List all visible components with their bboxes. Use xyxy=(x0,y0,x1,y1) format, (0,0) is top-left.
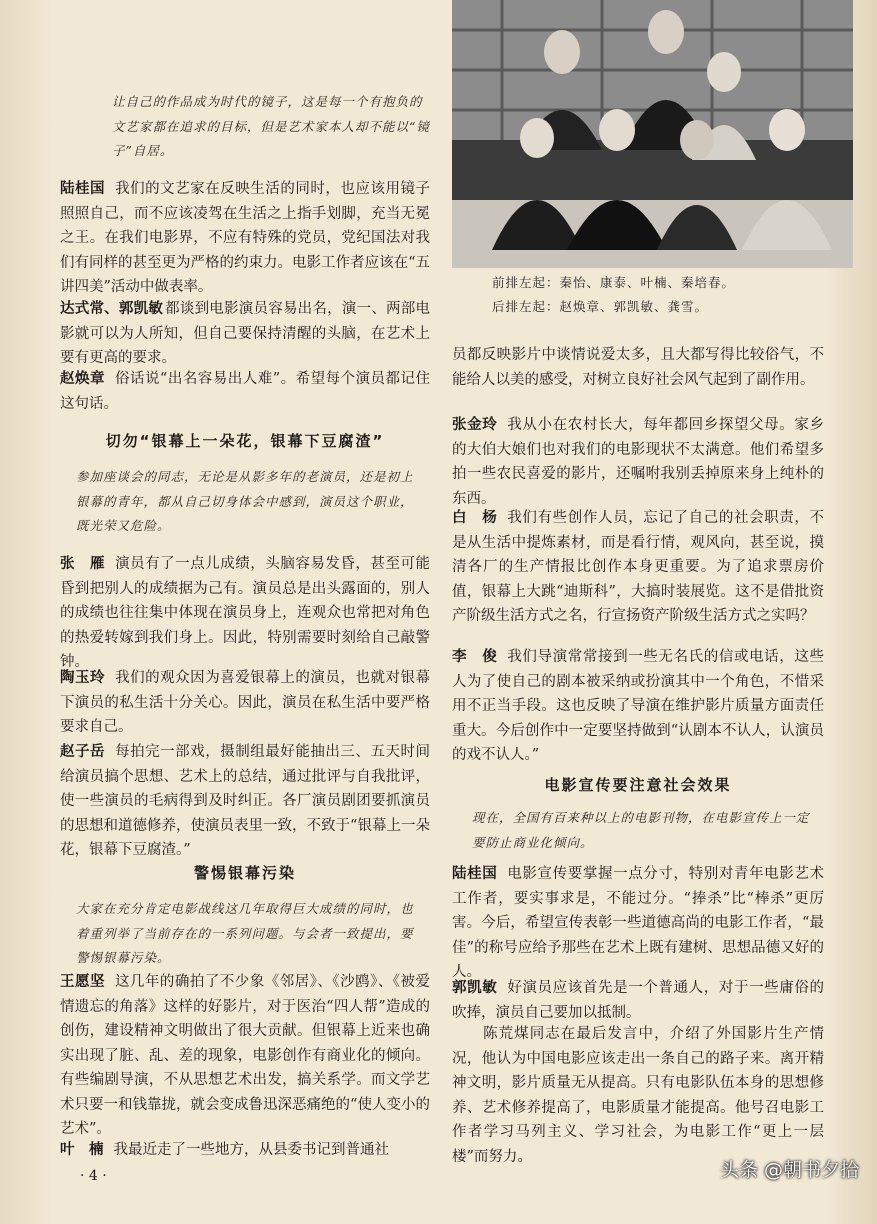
page-number: · 4 · xyxy=(80,1168,107,1184)
speech-text: 电影宣传要掌握一点分寸，特别对青年电影艺术工作者，要实事求是，不能过分。“捧杀”比“棒杀”更厉害。今后，希望宣传表彰一些道德高尚的电影工作者，“最佳”的称号应给予那些在艺术上既有建树、思想品德又好的人。 xyxy=(452,866,825,980)
speaker-name: 郭凯敏 xyxy=(452,980,498,996)
speech-text: 这几年的确拍了不少象《邻居》、《沙鸥》、《被爱情遗忘的角落》这样的好影片，对于医治“四人帮”造成的创伤，建设精神文明做出了很大贡献。但银幕上近来也确实出现了脏、乱、差的现象，电影创作有商业化的倾向。有些编剧导演，不从思想艺术出发，搞关系学。而文学艺术只要一和钱靠拢，就会变成鲁迅深恶痛绝的“使人变小的艺术”。 xyxy=(60,974,431,1137)
speech-paragraph xyxy=(452,506,824,629)
speech-paragraph xyxy=(60,297,430,371)
speech-text: 演员有了一点儿成绩，头脑容易发昏，甚至可能昏到把别人的成绩据为己有。演员总是出头露面的，别人的成绩也往往集中体现在演员身上，连观众也常把对角色的热爱转嫁到我们身上。因此，特别需要时刻给自己敲警钟。 xyxy=(60,556,431,670)
intro-text: 大家在充分肯定电影战线这几年取得巨大成绩的同时，也着重列举了当前存在的一系列问题。与会者一致提出，要警惕银幕污染。 xyxy=(76,901,414,965)
section-heading: 警惕银幕污染 xyxy=(193,864,296,882)
speech-paragraph xyxy=(60,740,430,863)
speech-paragraph xyxy=(60,367,430,416)
speech-text: 每拍完一部戏，摄制组最好能抽出三、五天时间给演员搞个思想、艺术上的总结，通过批评与自我批评，使一些演员的毛病得到及时纠正。各厂演员剧团要抓演员的思想和道德修养，使演员表里一致，不致于“银幕上一朵花，银幕下豆腐渣。” xyxy=(60,744,431,858)
speaker-name: 张金玲 xyxy=(452,417,498,433)
speech-paragraph xyxy=(60,970,430,1142)
speech-paragraph xyxy=(60,177,430,300)
speech-text: 陈荒煤同志在最后发言中，介绍了外国影片生产情况，他认为中国电影应该走出一条自己的路子来。离开精神文明，影片质量无从提高。只有电影队伍本身的思想修养、艺术修养提高了，电影质量才能提高。他号召电影工作者学习马列主义、学习社会，为电影工作“更上一层楼”而努力。 xyxy=(452,1026,824,1165)
speech-text: 好演员应该首先是一个普通人，对于一些庸俗的吹捧，演员自己要加以抵制。 xyxy=(452,980,825,1021)
intro-text: 参加座谈会的同志，无论是从影多年的老演员，还是初上银幕的青年，都从自己切身体会中感到，演员这个职业，既光荣又危险。 xyxy=(76,469,414,533)
section-heading: 电影宣传要注意社会效果 xyxy=(544,776,732,794)
closing-paragraph xyxy=(452,1022,824,1169)
speaker-name: 赵子岳 xyxy=(60,744,106,760)
speaker-name: 陶玉玲 xyxy=(60,670,106,686)
speech-text: 都谈到电影演员容易出名，演一、两部电影就可以为人所知，但自己要保持清醒的头脑，在艺术上要有更高的要求。 xyxy=(60,301,431,366)
speaker-name: 陆桂国 xyxy=(452,866,498,882)
speaker-name: 王愿坚 xyxy=(60,974,105,990)
speech-text: 我们有些创作人员，忘记了自己的社会职责，不是从生活中提炼素材，而是看行情，观风向，甚至说，摸清各厂的生产情报比创作本身更重要。为了追求票房价值，银幕上大跳“迪斯科”，大搞时装展览。这不是借批资产阶级生活方式之名，行宣扬资产阶级生活方式之实吗？ xyxy=(452,510,825,624)
speaker-name: 达式常、郭凯敏 xyxy=(60,301,164,317)
speech-text: 我最近走了一些地方，从县委书记到普通社 xyxy=(113,1142,389,1158)
speech-text: 我从小在农村长大，每年都回乡探望父母。家乡的大伯大娘们也对我们的电影现状不太满意。他们希望多拍一些农民喜爱的影片，还嘱咐我别丢掉原来身上纯朴的东西。 xyxy=(452,417,825,507)
group-photo xyxy=(452,0,853,268)
speech-paragraph xyxy=(60,1138,430,1163)
speech-paragraph xyxy=(452,645,824,768)
speech-paragraph xyxy=(60,552,430,675)
speech-text: 我们的观众因为喜爱银幕上的演员，也就对银幕下演员的私生活十分关心。因此，演员在私生活中要严格要求自己。 xyxy=(60,670,431,735)
speech-paragraph xyxy=(60,666,430,740)
speech-text: 我们导演常常接到一些无名氏的信或电话，这些人为了使自己的剧本被采纳或扮演其中一个角色，不惜采用不正当手段。这也反映了导演在维护影片质量方面责任重大。今后创作中一定要坚持做到“认剧本不认人，认演员的戏不认人。” xyxy=(452,649,825,763)
source-watermark: 头条 @朝书夕拾 xyxy=(719,1159,859,1181)
section-heading: 切勿“银幕上一朵花，银幕下豆腐渣” xyxy=(105,432,385,450)
speaker-name: 李 俊 xyxy=(452,649,498,665)
group-photo-image xyxy=(452,0,853,268)
speech-paragraph xyxy=(452,862,824,985)
speaker-name: 白 杨 xyxy=(452,510,498,526)
speech-paragraph xyxy=(452,413,824,511)
photo-caption-front: 前排左起：秦怡、康泰、叶楠、秦培春。 xyxy=(492,275,736,290)
intro-text: 让自己的作品成为时代的镜子，这是每一个有抱负的文艺家都在追求的目标，但是艺术家本人却不能以“镜子”自居。 xyxy=(112,94,430,158)
speech-text: 我们的文艺家在反映生活的同时，也应该用镜子照照自己，而不应该凌驾在生活之上指手划脚，充当无冕之王。在我们电影界，不应有特殊的党员，党纪国法对我们有同样的甚至更为严格的约束力。电影工作者应该在“五讲四美”活动中做表率。 xyxy=(60,181,431,295)
intro-text: 现在，全国有百来种以上的电影刊物，在电影宣传上一定要防止商业化倾向。 xyxy=(472,810,810,850)
speaker-name: 叶 楠 xyxy=(60,1142,104,1158)
speaker-name: 赵焕章 xyxy=(60,371,105,387)
speaker-name: 陆桂国 xyxy=(60,181,106,197)
speech-text: 俗话说“出名容易出人难”。希望每个演员都记住这句话。 xyxy=(60,371,431,412)
speech-paragraph xyxy=(452,976,824,1025)
speech-paragraph xyxy=(452,343,824,392)
speech-text: 员都反映影片中谈情说爱太多，且大都写得比较俗气，不能给人以美的感受，对树立良好社会风气起到了副作用。 xyxy=(452,347,824,388)
photo-caption-back: 后排左起：赵焕章、郭凯敏、龚雪。 xyxy=(492,299,709,314)
speaker-name: 张 雁 xyxy=(60,556,106,572)
